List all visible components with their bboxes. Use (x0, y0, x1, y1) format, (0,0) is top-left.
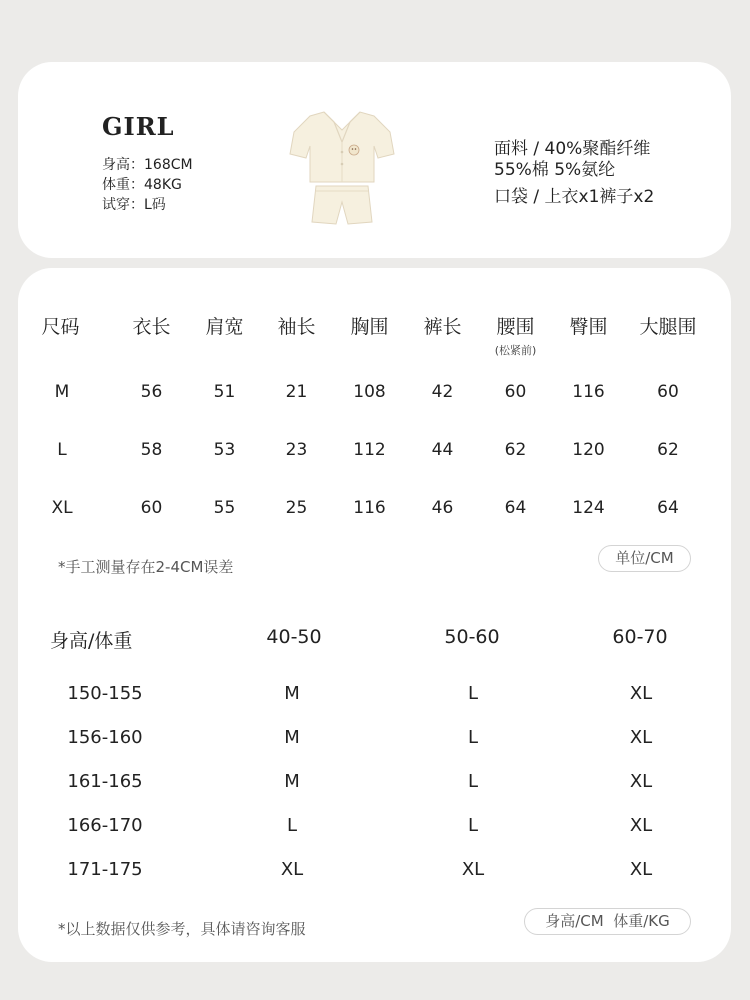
table-cell: 53 (213, 440, 236, 460)
header-thigh: 大腿围 (639, 316, 697, 338)
table-row (44, 382, 724, 440)
header-weight-60-70: 60-70 (612, 626, 668, 648)
unit-badge-height-weight: 身高/CM 体重/KG (524, 908, 691, 935)
reference-note: *以上数据仅供参考，具体请咨询客服 (58, 920, 306, 938)
table-cell: XL (629, 859, 653, 880)
table-cell: 108 (353, 382, 386, 402)
table-row (18, 771, 731, 815)
table-cell: L (467, 727, 479, 748)
table-cell: L (467, 771, 479, 792)
table-cell: M (284, 683, 300, 704)
table-cell: 46 (431, 498, 454, 518)
table-cell: 150-155 (67, 683, 143, 704)
table-cell: 161-165 (67, 771, 143, 792)
table-cell: 58 (140, 440, 163, 460)
pajama-set-image (288, 102, 396, 230)
header-sleeve: 袖长 (277, 316, 316, 338)
header-length: 衣长 (132, 316, 171, 338)
table-cell: L (286, 815, 298, 836)
table-cell: XL (629, 727, 653, 748)
table-cell: 62 (504, 440, 527, 460)
table-cell: XL (629, 683, 653, 704)
table-cell: XL (629, 815, 653, 836)
model-info-card (18, 62, 731, 258)
table-cell: 166-170 (67, 815, 143, 836)
table-cell: M (284, 771, 300, 792)
model-height: 身高：168CM (102, 157, 193, 173)
table-cell: 56 (140, 382, 163, 402)
pocket-info: 口袋 / 上衣x1裤子x2 (494, 187, 655, 207)
header-chest: 胸围 (350, 316, 389, 338)
table-cell: 64 (657, 498, 679, 518)
table-cell: 55 (213, 498, 236, 518)
table-row (44, 440, 724, 498)
header-size: 尺码 (41, 316, 80, 338)
recommend-table-header (18, 626, 731, 683)
table-cell: 124 (572, 498, 605, 518)
table-row (18, 727, 731, 771)
table-cell: 23 (285, 440, 308, 460)
header-hip: 臀围 (569, 316, 608, 338)
table-cell: XL (51, 498, 73, 518)
table-cell: 116 (353, 498, 386, 518)
table-cell: 60 (504, 382, 527, 402)
table-cell: 120 (572, 440, 605, 460)
header-waist-note: (松紧前) (494, 344, 537, 357)
table-cell: 156-160 (67, 727, 143, 748)
header-weight-40-50: 40-50 (266, 626, 322, 648)
header-shoulder: 肩宽 (205, 316, 244, 338)
table-cell: L (57, 440, 67, 460)
table-cell: 25 (285, 498, 308, 518)
model-weight: 体重：48KG (102, 177, 182, 193)
table-cell: 64 (504, 498, 527, 518)
fabric-composition-cont: 55%棉 5%氨纶 (494, 160, 616, 180)
table-cell: 21 (285, 382, 308, 402)
table-cell: XL (280, 859, 304, 880)
table-cell: 60 (657, 382, 679, 402)
table-row (18, 815, 731, 859)
recommend-table (18, 626, 731, 903)
header-waist (479, 312, 552, 358)
table-cell: 62 (657, 440, 679, 460)
table-cell: 42 (431, 382, 454, 402)
table-cell: 116 (572, 382, 605, 402)
table-cell: L (467, 815, 479, 836)
header-height-weight: 身高/体重 (50, 630, 133, 652)
table-cell: M (284, 727, 300, 748)
unit-badge: 单位/CM (598, 545, 691, 572)
header-waist-label: 腰围 (496, 316, 535, 338)
table-cell: 60 (140, 498, 163, 518)
table-cell: 171-175 (67, 859, 143, 880)
table-cell: 112 (353, 440, 386, 460)
header-weight-50-60: 50-60 (444, 626, 500, 648)
table-cell: L (467, 683, 479, 704)
table-cell: 51 (213, 382, 236, 402)
table-cell: M (54, 382, 70, 402)
table-row (18, 683, 731, 727)
table-cell: XL (461, 859, 485, 880)
size-table-header (41, 312, 724, 382)
model-title: GIRL (102, 112, 175, 141)
table-cell: 44 (431, 440, 454, 460)
header-pants-length: 裤长 (423, 316, 462, 338)
measurement-note: *手工测量存在2-4CM误差 (58, 558, 234, 576)
size-table (41, 312, 724, 556)
size-chart-card (18, 268, 731, 962)
table-row (18, 859, 731, 903)
model-size: 试穿：L码 (102, 197, 166, 213)
table-cell: XL (629, 771, 653, 792)
fabric-composition: 面料 / 40%聚酯纤维 (494, 139, 651, 159)
